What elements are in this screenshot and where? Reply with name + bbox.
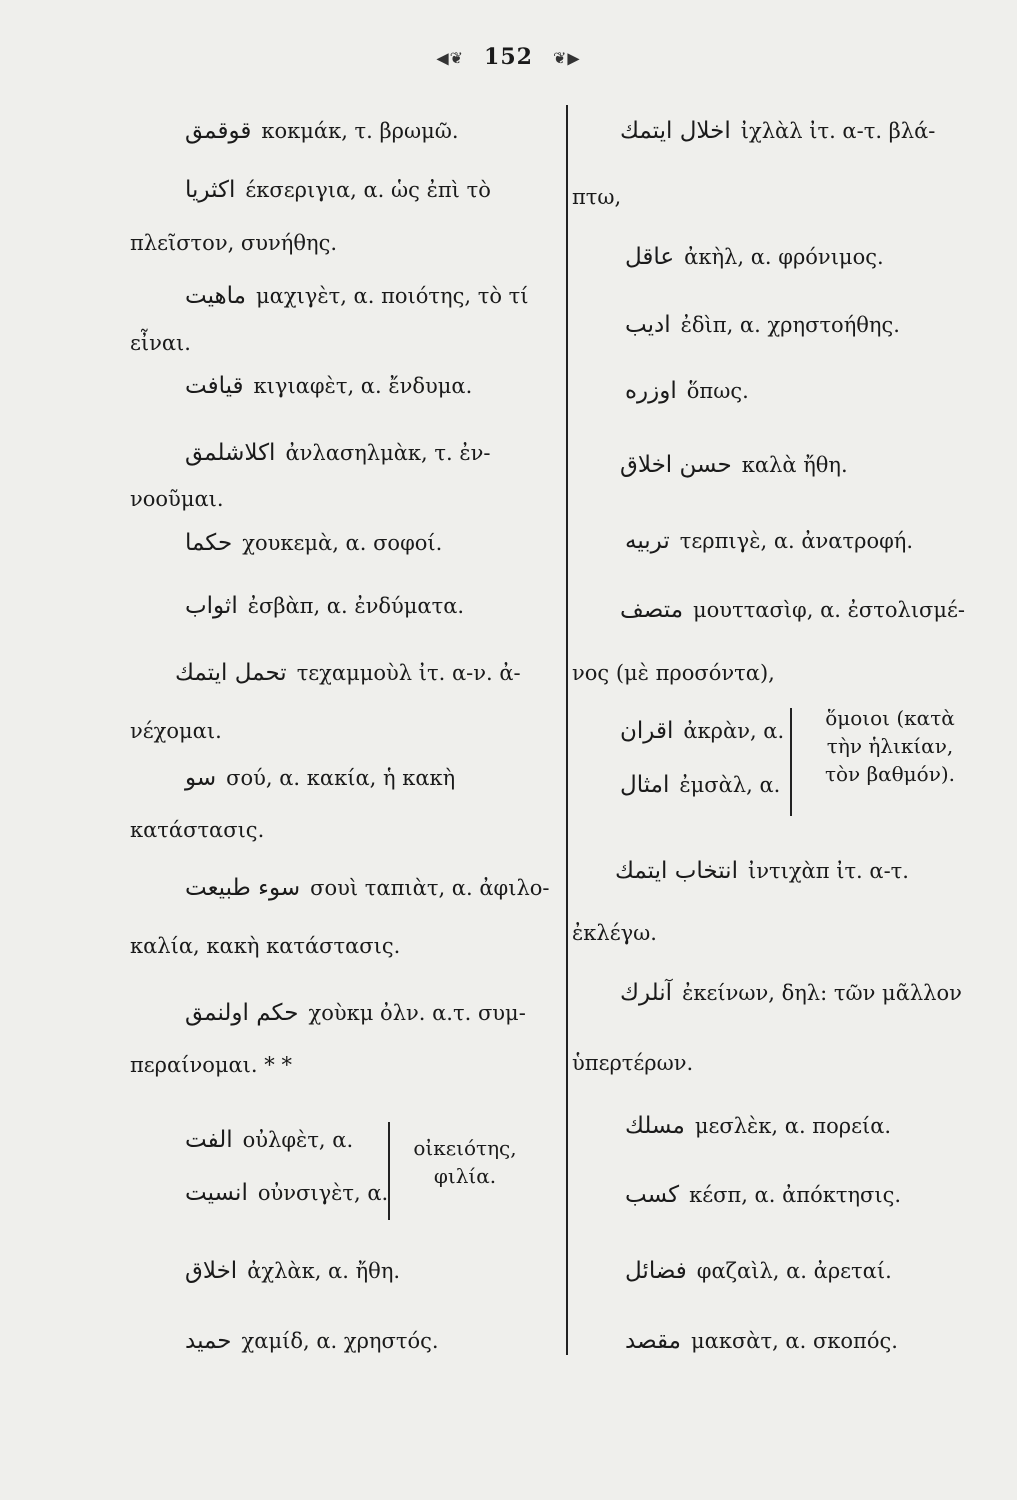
left-entry: περαίνομαι. * * bbox=[130, 1053, 292, 1077]
right-entry: ἐκλέγω. bbox=[572, 921, 657, 945]
left-entry: اثواب ἐσβὰπ, α. ἐνδύματα. bbox=[185, 593, 465, 619]
right-entry: πτω, bbox=[572, 185, 622, 209]
right-entry: متصف μουττασὶφ, α. ἐστολισμέ- bbox=[620, 597, 966, 623]
left-entry: καλία, κακὴ κατάστασις. bbox=[130, 934, 401, 958]
right-entry: كسب κέσπ, α. ἀπόκτησις. bbox=[625, 1182, 902, 1208]
left-entry: πλεῖστον, συνήθης. bbox=[130, 231, 338, 255]
right-entry: اديب ἐδὶπ, α. χρηστοήθης. bbox=[625, 312, 900, 338]
right-entry: عاقل ἀκὴλ, α. φρόνιμος. bbox=[625, 244, 884, 270]
right-entry: اوزره ὅπως. bbox=[625, 378, 749, 404]
right-entry: انتخاب ايتمك ἰντιχὰπ ἰτ. α-τ. bbox=[615, 858, 909, 884]
left-entry: اكلاشلمق ἀνλασηλμὰκ, τ. ἐν- bbox=[185, 440, 491, 466]
left-entry: سو σού, α. κακία, ἡ κακὴ bbox=[185, 765, 456, 791]
page-number: 152 bbox=[484, 44, 533, 70]
left-entry: الفت οὐλφὲτ, α. bbox=[185, 1127, 354, 1153]
column-divider bbox=[566, 105, 568, 1355]
left-entry: νοοῦμαι. bbox=[130, 487, 224, 511]
ornament-right-icon: ❦▶ bbox=[552, 48, 581, 68]
left-entry: κατάστασις. bbox=[130, 818, 265, 842]
right-entry: مقصد μακσὰτ, α. σκοπός. bbox=[625, 1328, 898, 1354]
right-entry: امثال ἐμσὰλ, α. bbox=[620, 772, 781, 798]
left-entry: اخلاق ἀχλὰκ, α. ἤθη. bbox=[185, 1258, 401, 1284]
right-entry: حسن اخلاق καλὰ ἤθη. bbox=[620, 452, 848, 478]
right-entry: تربيه τερπιγὲ, α. ἀνατροφή. bbox=[625, 528, 914, 554]
right-entry: νος (μὲ προσόντα), bbox=[572, 661, 775, 685]
right-bracket bbox=[790, 708, 792, 816]
left-entry: εἶναι. bbox=[130, 331, 191, 355]
left-entry: تحمل ايتمك τεχαμμοὺλ ἰτ. α-ν. ἀ- bbox=[175, 660, 521, 686]
ornament-left-icon: ◀❦ bbox=[436, 48, 465, 68]
left-bracket bbox=[388, 1122, 390, 1220]
left-entry: حكما χουκεμὰ, α. σοφοί. bbox=[185, 530, 443, 556]
left-entry: قوقمق κοκμάκ, τ. βρωμῶ. bbox=[185, 118, 459, 144]
left-entry: حميد χαμίδ, α. χρηστός. bbox=[185, 1328, 439, 1354]
left-entry: سوء طبيعت σουὶ ταπιὰτ, α. ἀφιλο- bbox=[185, 875, 550, 901]
left-entry: اكثريا έκσεριγια, α. ὡς ἐπὶ τὸ bbox=[185, 177, 491, 203]
left-entry: حكم اولنمق χοὺκμ ὀλν. α.τ. συμ- bbox=[185, 1000, 526, 1026]
right-entry: فضائل φαζαὶλ, α. ἀρεταί. bbox=[625, 1258, 892, 1284]
right-entry: اخلال ايتمك ἰχλὰλ ἰτ. α-τ. βλά- bbox=[620, 118, 936, 144]
left-bracket-text: οἰκειότης, φιλία. bbox=[413, 1136, 517, 1188]
right-entry: مسلك μεσλὲκ, α. πορεία. bbox=[625, 1113, 892, 1139]
left-entry: νέχομαι. bbox=[130, 719, 222, 743]
right-entry: آنلرك ἐκείνων, δηλ: τῶν μᾶλλον bbox=[620, 980, 962, 1006]
left-entry: ماهيت μαχιγὲτ, α. ποιότης, τὸ τί bbox=[185, 283, 529, 309]
right-entry: ὑπερτέρων. bbox=[572, 1051, 694, 1075]
right-entry: اقران ἀκρὰν, α. bbox=[620, 718, 785, 744]
page-header bbox=[0, 44, 1017, 70]
left-entry: قيافت κιγιαφὲτ, α. ἔνδυμα. bbox=[185, 373, 473, 399]
left-entry: انسيت οὐνσιγὲτ, α. bbox=[185, 1180, 389, 1206]
right-bracket-text: ὅμοιοι (κατὰ τὴν ἡλικίαν, τὸν βαθμόν). bbox=[824, 706, 956, 786]
